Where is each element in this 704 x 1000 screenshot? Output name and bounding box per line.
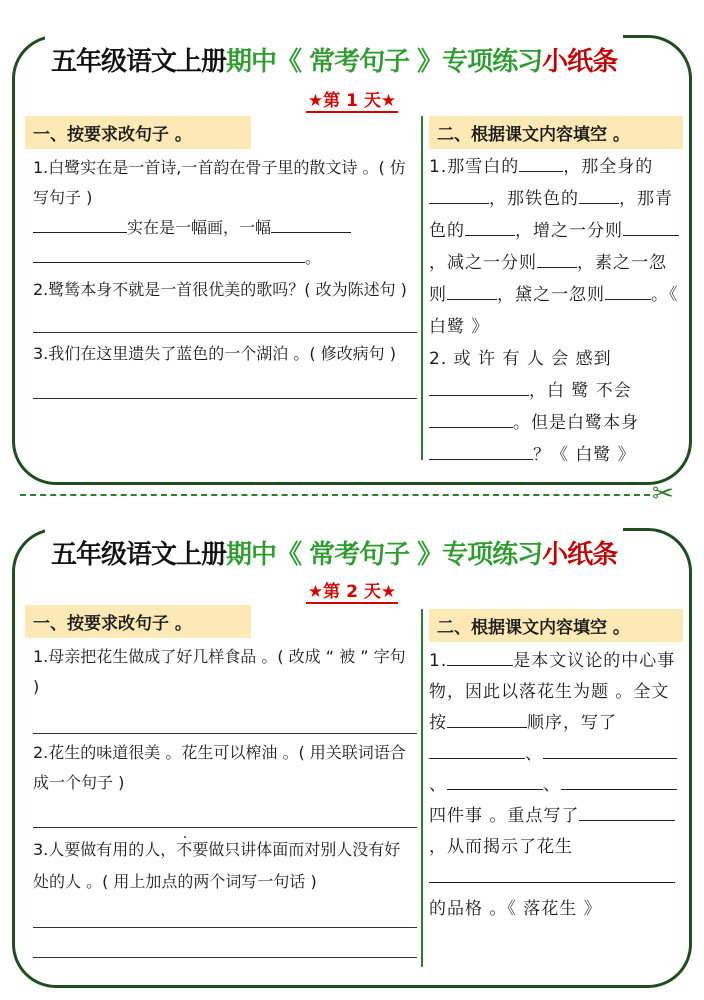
answer-blank[interactable]	[537, 249, 577, 268]
answer-blank[interactable]	[603, 864, 675, 883]
question-1-fill: 实在是一幅画，一幅	[33, 213, 413, 243]
answer-line[interactable]	[33, 826, 417, 828]
answer-blank[interactable]	[447, 709, 527, 728]
answer-line[interactable]	[33, 926, 417, 928]
answer-blank[interactable]	[519, 153, 563, 172]
right-column	[421, 116, 681, 465]
question-2: 2.花生的味道很美 。花生可以榨油 。( 用关联词语合成一个句子 )	[33, 743, 406, 792]
answer-blank[interactable]	[447, 771, 543, 790]
answer-blank[interactable]	[429, 441, 533, 460]
left-column	[25, 116, 417, 399]
question-3: 3.我们在这里遗失了蓝色的一个湖泊 。( 修改病句 )	[33, 344, 397, 363]
fill-question-1: 1.那雪白的 ，那全身的，那铁色的 ，那青色的 ，增之一分则，减之一分则 ，素之一忽则 ，黛之一忽则 。《 白鹭 》	[429, 151, 681, 343]
answer-blank[interactable]	[561, 771, 677, 790]
answer-line[interactable]	[33, 331, 417, 333]
answer-line[interactable]	[33, 956, 417, 958]
section-header-rewrite: 一、按要求改句子 。	[25, 605, 251, 638]
answer-blank[interactable]	[429, 740, 525, 759]
emphasis-dot-word: 不	[176, 840, 193, 859]
answer-blank[interactable]	[581, 740, 677, 759]
scissors-icon: ✂	[652, 479, 674, 509]
title-note: 小纸条	[542, 47, 618, 77]
answer-blank[interactable]	[429, 864, 603, 883]
question-1-fill-2: 。	[33, 243, 413, 273]
cut-line	[20, 494, 650, 496]
answer-blank[interactable]	[429, 377, 529, 396]
question-2: 2.鹭鸶本身不就是一首很优美的歌吗？( 改为陈述句 )	[33, 280, 407, 299]
practice-card-day-2	[12, 528, 692, 988]
title-topic: 期中《 常考句子 》专项练习	[226, 540, 543, 570]
answer-blank[interactable]	[429, 409, 513, 428]
answer-blank[interactable]	[447, 647, 513, 666]
title-grade: 五年级语文上册	[51, 47, 227, 77]
answer-blank[interactable]	[579, 802, 675, 821]
question-1: 1.白鹭实在是一首诗,一首韵在骨子里的散文诗 。( 仿写句子 )	[33, 158, 406, 207]
card-title	[45, 527, 623, 583]
left-column	[25, 605, 417, 958]
title-grade: 五年级语文上册	[51, 540, 227, 570]
answer-line[interactable]	[33, 732, 417, 734]
answer-blank[interactable]	[543, 740, 581, 759]
answer-blank[interactable]	[33, 214, 127, 233]
right-column	[421, 609, 681, 967]
section-header-rewrite: 一、按要求改句子 。	[25, 116, 251, 149]
day-label: ★第 2 天★	[307, 582, 397, 602]
answer-blank[interactable]	[465, 217, 515, 236]
answer-blank[interactable]	[605, 281, 651, 300]
answer-blank[interactable]	[429, 185, 489, 204]
section-header-fill: 二、根据课文内容填空 。	[429, 116, 683, 149]
title-topic: 期中《 常考句子 》专项练习	[226, 47, 543, 77]
answer-blank[interactable]	[579, 185, 619, 204]
answer-blank[interactable]	[33, 244, 305, 263]
section-header-fill: 二、根据课文内容填空 。	[429, 609, 683, 642]
answer-blank[interactable]	[447, 281, 497, 300]
practice-card-day-1	[12, 35, 692, 485]
fill-question-2: 2. 或 许 有 人 会 感到，白 鹭 不会。但是白鹭本身？《 白鹭 》	[429, 349, 639, 465]
question-1: 1.母亲把花生做成了好几样食品 。( 改成 “ 被 ” 字句 )	[33, 647, 406, 696]
answer-line[interactable]	[33, 397, 417, 399]
answer-blank[interactable]	[623, 217, 679, 236]
answer-blank[interactable]	[271, 214, 351, 233]
question-3: 3.人要做有用的人，不要做只讲体面而对别人没有好处的人 。( 用上加点的两个词写一句话 )	[33, 840, 401, 891]
card-title	[45, 34, 623, 90]
day-label: ★第 1 天★	[307, 91, 397, 111]
title-note: 小纸条	[542, 540, 618, 570]
fill-question-1: 1. 是本文议论的中心事物，因此以落花生为题 。全文按 顺序，写了、、 、四件事 。重点写了，从而揭示了花生的品格 。《 落花生 》	[429, 646, 681, 925]
